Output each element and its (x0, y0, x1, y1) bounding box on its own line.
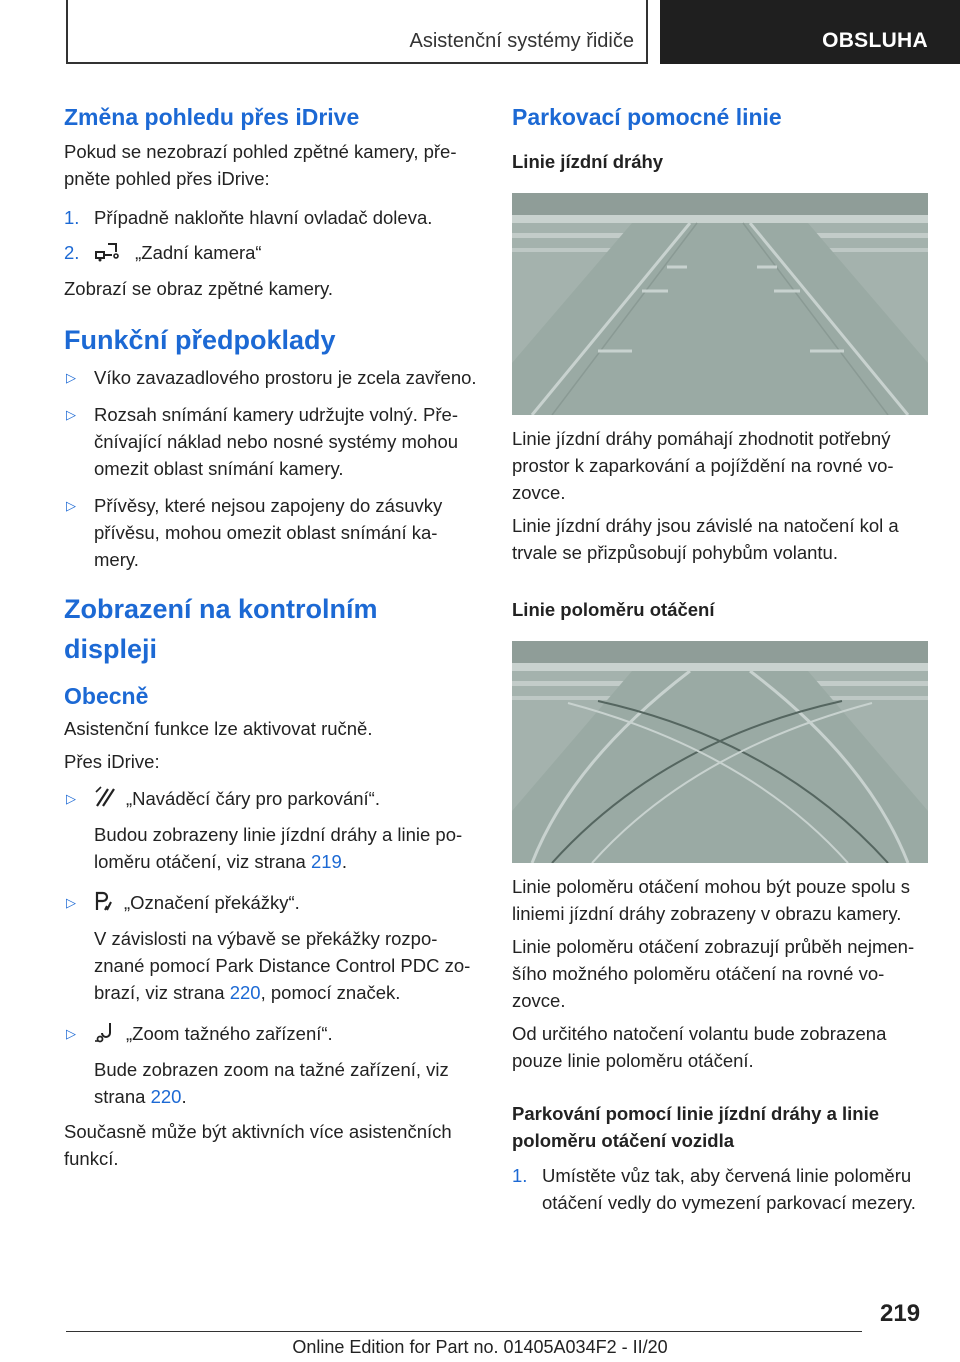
general-p2: Přes iDrive: (64, 751, 160, 772)
track-lines-p1: Linie jízdní dráhy pomáhají zhodnotit potřebný prostor k zaparkování a pojíždění na rovné vo-zovce. (512, 428, 894, 503)
bullet-triangle-icon: ▷ (66, 895, 76, 910)
list-item-text: Víko zavazadlového prostoru je zcela zavřeno. (94, 367, 477, 388)
footer-divider (66, 1331, 862, 1332)
step-number: 2. (64, 242, 80, 263)
punctuation: . (181, 1086, 187, 1107)
obstacle-marking-icon (94, 890, 114, 919)
parking-lines-icon (94, 786, 116, 815)
function-title: „Naváděcí čáry pro parkování“. (126, 788, 380, 809)
edition-note: Online Edition for Part no. 01405A034F2 - II/20 (292, 1337, 668, 1357)
view-change-result: Zobrazí se obraz zpětné kamery. (64, 278, 334, 299)
step-text: Případně nakloňte hlavní ovladač doleva. (94, 207, 433, 228)
subheading-track-lines: Linie jízdní dráhy (512, 151, 664, 172)
bullet-triangle-icon: ▷ (66, 370, 76, 385)
track-lines-figure (512, 193, 928, 415)
chapter-title: Asistenční systémy řidiče (409, 30, 634, 52)
turning-radius-p3: Od určitého natočení volantu bude zobrazena pouze linie poloměru otáčení. (512, 1023, 887, 1071)
bullet-triangle-icon: ▷ (66, 791, 76, 806)
rear-camera-icon (94, 240, 120, 269)
step-number: 1. (512, 1165, 528, 1186)
page-link-220[interactable]: 220 (229, 982, 261, 1003)
list-item (512, 1162, 928, 1216)
left-column (64, 100, 478, 1172)
punctuation: . (341, 851, 347, 872)
heading-general: Obecně (64, 683, 149, 709)
turning-radius-figure (512, 641, 928, 863)
function-description: Budou zobrazeny linie jízdní dráhy a linie po-loměru otáčení, viz strana (94, 824, 463, 872)
list-item (64, 364, 478, 391)
list-item (64, 239, 478, 269)
list-item (64, 401, 478, 482)
list-item (64, 785, 478, 875)
page-link-219[interactable]: 219 (310, 851, 342, 872)
function-title: „Zoom tažného zařízení“. (126, 1023, 333, 1044)
turning-radius-p2: Linie poloměru otáčení zobrazují průběh nejmen-šího možného poloměru otáčení na rovné vo-zovce. (512, 936, 915, 1011)
tow-hitch-zoom-icon (94, 1021, 116, 1050)
bullet-triangle-icon: ▷ (66, 407, 76, 422)
header-box (66, 0, 648, 64)
turning-radius-p1: Linie poloměru otáčení mohou být pouze spolu s liniemi jízdní dráhy zobrazeny v obrazu kamery. (512, 876, 911, 924)
general-p1: Asistenční funkce lze aktivovat ručně. (64, 718, 373, 739)
list-item (64, 204, 478, 231)
list-item-text: Rozsah snímání kamery udržujte volný. Pře-čnívající náklad nebo nosné systémy mohou omezit oblast snímání kamery. (94, 404, 459, 479)
right-column (512, 100, 928, 1216)
view-change-intro: Pokud se nezobrazí pohled zpětné kamery, pře-pněte pohled přes iDrive: (64, 141, 457, 189)
heading-parking-lines: Parkovací pomocné linie (512, 104, 782, 130)
view-change-steps (64, 204, 478, 269)
step-text: „Zadní kamera“ (135, 242, 262, 263)
step-text: Umístěte vůz tak, aby červená linie poloměru otáčení vedly do vymezení parkovací mezery. (542, 1165, 916, 1213)
page-number: 219 (880, 1300, 921, 1327)
assist-functions-list (64, 785, 478, 1110)
section-label: OBSLUHA (822, 29, 928, 52)
closing-note: Současně může být aktivních více asistenčních funkcí. (64, 1121, 452, 1169)
heading-prerequisites: Funkční předpoklady (64, 325, 336, 355)
page-link-220-tow[interactable]: 220 (150, 1086, 182, 1107)
list-item (64, 1020, 478, 1110)
subheading-turning-radius: Linie poloměru otáčení (512, 599, 715, 620)
step-number: 1. (64, 207, 80, 228)
function-title: „Označení překážky“. (124, 892, 300, 913)
function-description: V závislosti na výbavě se překážky rozpo-znané pomocí Park Distance Control PDC zo-brazí, viz strana (94, 928, 471, 1003)
subheading-parking-with-lines: Parkování pomocí linie jízdní dráhy a linie poloměru otáčení vozidla (512, 1103, 880, 1151)
prerequisites-list (64, 364, 478, 573)
function-description-end: , pomocí značek. (260, 982, 401, 1003)
track-lines-p2: Linie jízdní dráhy jsou závislé na natočení kol a trvale se přizpůsobují pohybům volantu. (512, 515, 899, 563)
parking-steps (512, 1162, 928, 1216)
heading-view-change: Změna pohledu přes iDrive (64, 104, 360, 130)
list-item-text: Přívěsy, které nejsou zapojeny do zásuvky přívěsu, mohou omezit oblast snímání ka-mery. (94, 495, 443, 570)
heading-display: Zobrazení na kontrolním displeji (64, 594, 378, 664)
section-tab (660, 0, 960, 64)
list-item (64, 492, 478, 573)
list-item (64, 889, 478, 1006)
bullet-triangle-icon: ▷ (66, 1026, 76, 1041)
function-description: Bude zobrazen zoom na tažné zařízení, viz strana (94, 1059, 449, 1107)
bullet-triangle-icon: ▷ (66, 498, 76, 513)
